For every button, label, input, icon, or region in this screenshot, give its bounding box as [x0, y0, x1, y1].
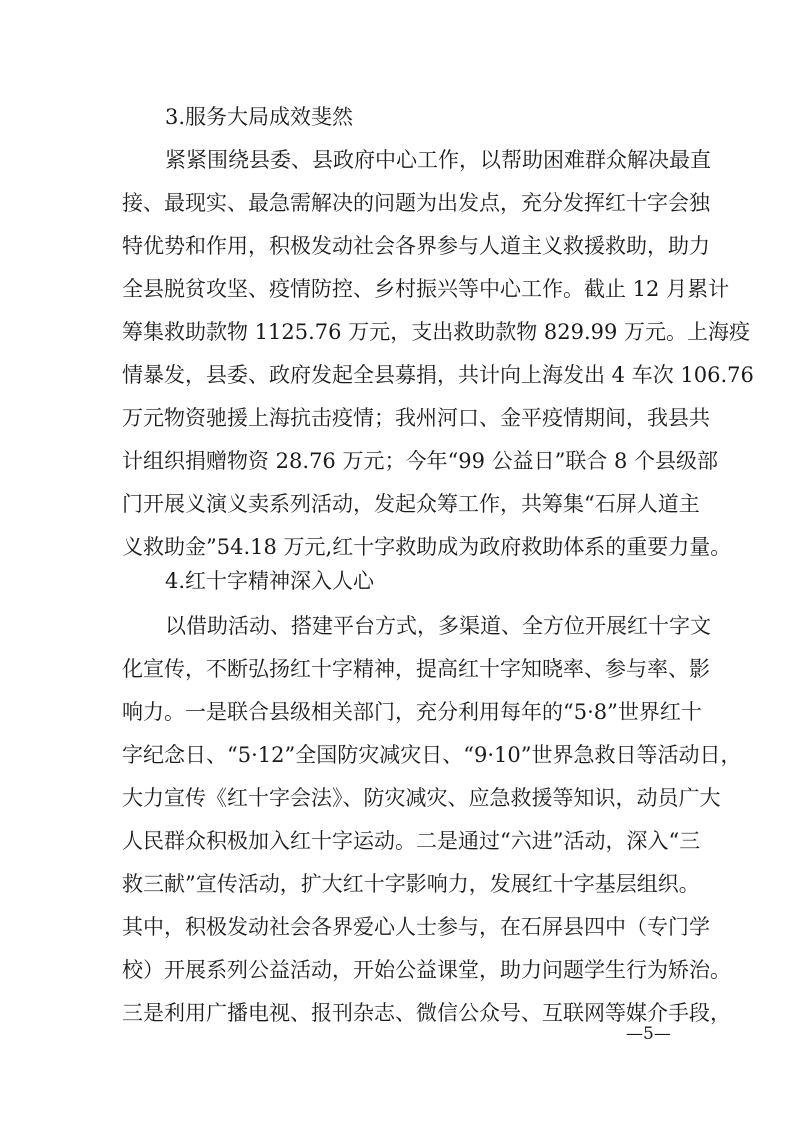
section-3-line-9: 门开展义演义卖系列活动，发起众筹工作，共筹集“石屏人道主: [122, 492, 700, 516]
section-4-line-3: 响力。一是联合县级相关部门，充分利用每年的“5·8”世界红十: [122, 700, 702, 724]
section-4-line-5: 大力宣传《红十字会法》、防灾减灾、应急救援等知识，动员广大: [122, 786, 721, 810]
section-3-line-6: 情暴发，县委、政府发起全县募捐，共计向上海发出 4 车次 106.76: [122, 363, 754, 387]
section-3-line-3: 特优势和作用，积极发动社会各界参与人道主义救援救助，助力: [122, 234, 710, 258]
page-number: —5—: [626, 1024, 671, 1044]
section-3-line-10: 义救助金”54.18 万元,红十字救助成为政府救助体系的重要力量。: [122, 535, 732, 559]
section-3-heading: 3.服务大局成效斐然: [165, 105, 354, 129]
section-3-line-5: 筹集救助款物 1125.76 万元，支出救助款物 829.99 万元。上海疫: [122, 320, 751, 344]
section-4-line-9: 校）开展系列公益活动，开始公益课堂，助力问题学生行为矫治。: [122, 958, 731, 982]
section-3-line-2: 接、最现实、最急需解决的问题为出发点，充分发挥红十字会独: [122, 191, 710, 215]
section-4-line-10: 三是利用广播电视、报刊杂志、微信公众号、互联网等媒介手段，: [122, 1001, 731, 1025]
section-3-line-4: 全县脱贫攻坚、疫情防控、乡村振兴等中心工作。截止 12 月累计: [122, 277, 730, 301]
section-3-line-7: 万元物资驰援上海抗击疫情；我州河口、金平疫情期间，我县共: [122, 406, 710, 430]
section-4-line-7: 救三献”宣传活动，扩大红十字影响力，发展红十字基层组织。: [122, 872, 700, 896]
section-3-line-1: 紧紧围绕县委、县政府中心工作，以帮助困难群众解决最直: [165, 148, 711, 172]
section-4-line-8: 其中，积极发动社会各界爱心人士参与，在石屏县四中（专门学: [122, 915, 710, 939]
section-4-line-2: 化宣传，不断弘扬红十字精神，提高红十字知晓率、参与率、影: [122, 657, 710, 681]
section-4-line-1: 以借助活动、搭建平台方式，多渠道、全方位开展红十字文: [165, 614, 711, 638]
section-3-line-8: 计组织捐赠物资 28.76 万元；今年“99 公益日”联合 8 个县级部: [122, 449, 719, 473]
section-4-line-6: 人民群众积极加入红十字运动。二是通过“六进”活动，深入“三: [122, 829, 701, 853]
section-4-heading: 4.红十字精神深入人心: [165, 569, 375, 593]
section-4-line-4: 字纪念日、“5·12”全国防灾减灾日、“9·10”世界急救日等活动日，: [122, 743, 742, 767]
